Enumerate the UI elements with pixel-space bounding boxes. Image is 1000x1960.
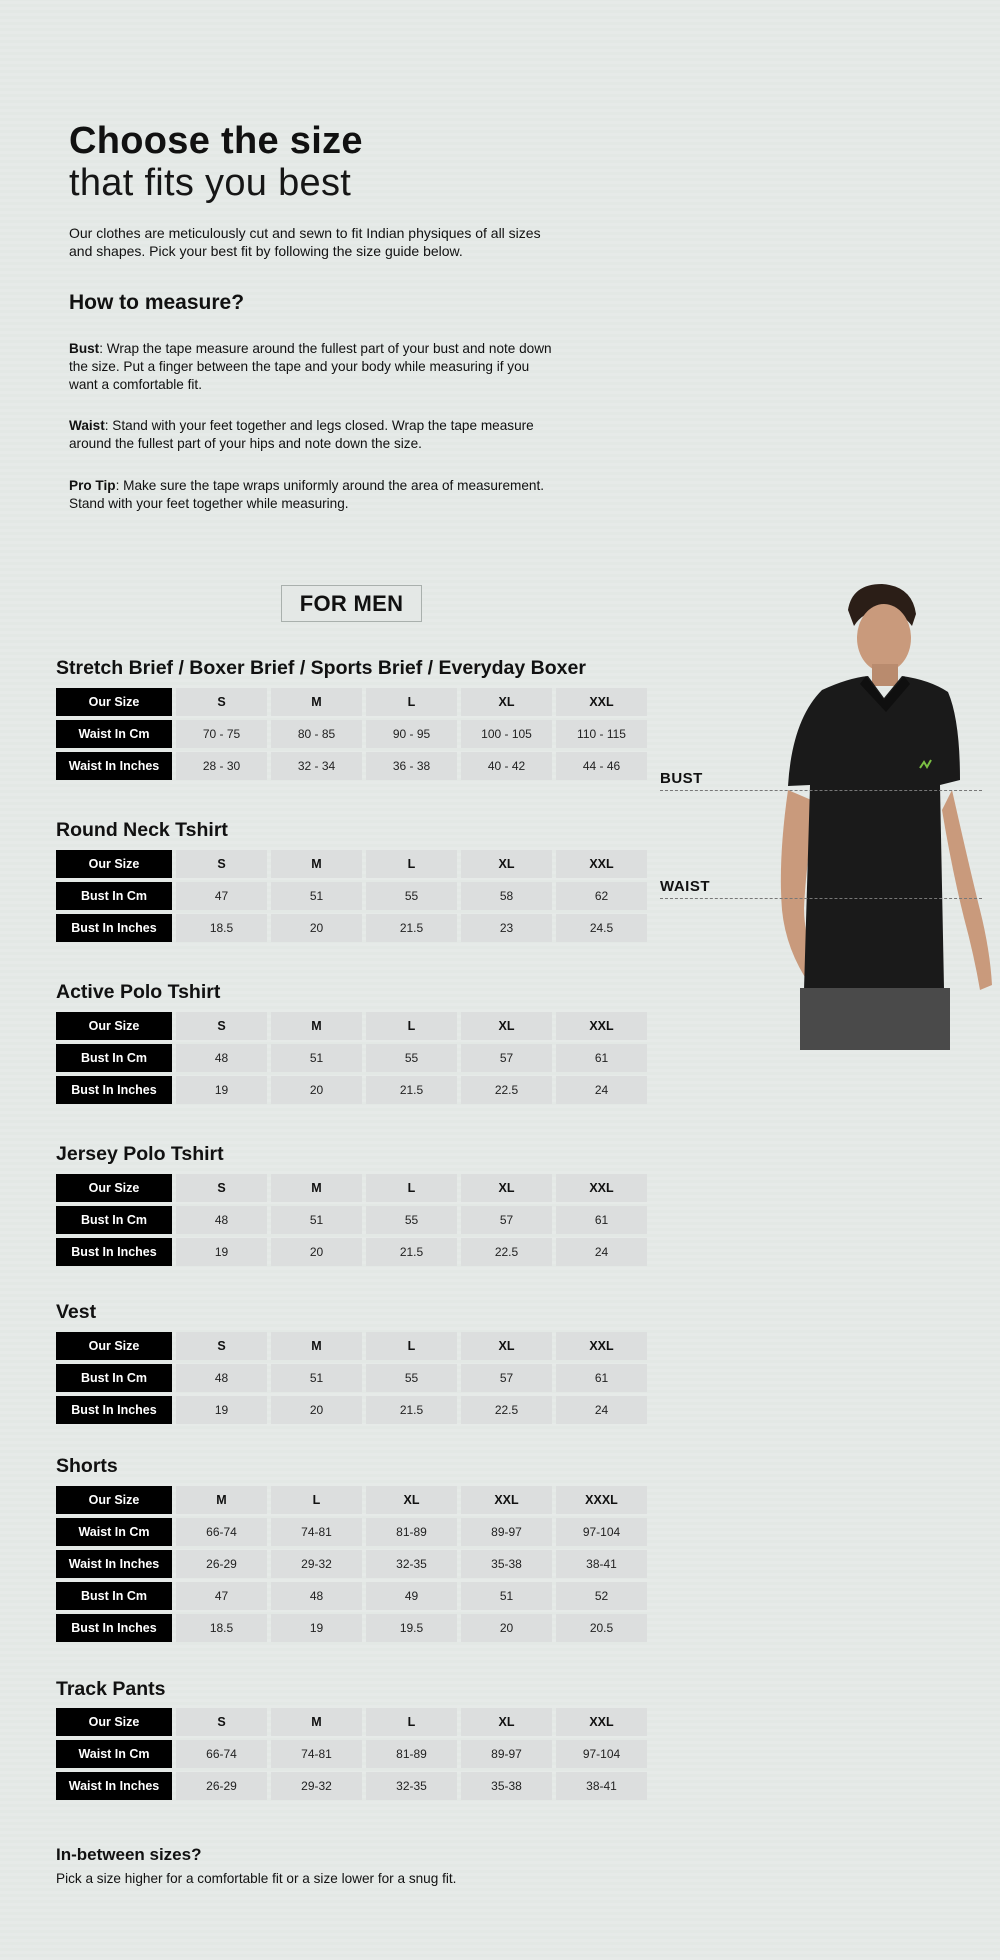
table-row [56, 1396, 647, 1424]
measurement-cell: 21.5 [366, 914, 457, 942]
size-header-cell: L [366, 1174, 457, 1202]
size-table [52, 846, 651, 946]
model-face [857, 604, 911, 672]
row-header-cell: Waist In Cm [56, 1518, 172, 1546]
measurement-cell: 62 [556, 882, 647, 910]
measurement-cell: 35-38 [461, 1550, 552, 1578]
measurement-cell: 19 [176, 1396, 267, 1424]
size-table [52, 1482, 651, 1646]
measurement-cell: 51 [271, 1206, 362, 1234]
size-header-cell: M [176, 1486, 267, 1514]
row-header-cell: Our Size [56, 1708, 172, 1736]
measurement-cell: 21.5 [366, 1238, 457, 1266]
table-row [56, 720, 647, 748]
measurement-cell: 32-35 [366, 1550, 457, 1578]
measurement-cell: 49 [366, 1582, 457, 1610]
size-table [52, 684, 651, 784]
size-table-title: Track Pants [56, 1678, 166, 1700]
measurement-cell: 90 - 95 [366, 720, 457, 748]
measurement-cell: 51 [271, 882, 362, 910]
measurement-cell: 21.5 [366, 1076, 457, 1104]
size-table [52, 1328, 651, 1428]
model-right-arm [942, 790, 992, 990]
measurement-cell: 55 [366, 1206, 457, 1234]
measurement-cell: 55 [366, 882, 457, 910]
size-header-cell: L [366, 1708, 457, 1736]
model-neck [872, 664, 898, 686]
waist-line-label: WAIST [660, 878, 710, 895]
model-shirt [788, 676, 960, 990]
in-between-sizes-text: Pick a size higher for a comfortable fit or a size lower for a snug fit. [56, 1871, 457, 1886]
measurement-cell: 81-89 [366, 1740, 457, 1768]
size-header-cell: L [366, 1012, 457, 1040]
measurement-cell: 58 [461, 882, 552, 910]
size-header-cell: S [176, 1174, 267, 1202]
size-header-cell: XL [461, 1708, 552, 1736]
measurement-cell: 20 [271, 1076, 362, 1104]
size-header-cell: L [366, 688, 457, 716]
table-row [56, 1238, 647, 1266]
measurement-cell: 61 [556, 1044, 647, 1072]
size-header-cell: XL [366, 1486, 457, 1514]
table-row [56, 1044, 647, 1072]
measurement-cell: 97-104 [556, 1518, 647, 1546]
measurement-cell: 51 [271, 1044, 362, 1072]
measurement-cell: 55 [366, 1044, 457, 1072]
table-row [56, 1076, 647, 1104]
measurement-cell: 29-32 [271, 1550, 362, 1578]
row-header-cell: Bust In Inches [56, 1396, 172, 1424]
row-header-cell: Waist In Inches [56, 1550, 172, 1578]
size-header-cell: XXL [461, 1486, 552, 1514]
measurement-cell: 20 [461, 1614, 552, 1642]
measurement-cell: 24 [556, 1076, 647, 1104]
measurement-cell: 26-29 [176, 1550, 267, 1578]
measurement-cell: 32-35 [366, 1772, 457, 1800]
measurement-cell: 52 [556, 1582, 647, 1610]
size-table-header-row [56, 850, 647, 878]
size-header-cell: XXXL [556, 1486, 647, 1514]
measurement-cell: 57 [461, 1044, 552, 1072]
waist-instructions-label: Waist [69, 418, 105, 433]
row-header-cell: Our Size [56, 1012, 172, 1040]
pro-tip-text: : Make sure the tape wraps uniformly around the area of measurement. Stand with your feet together while measuring. [69, 478, 545, 511]
size-header-cell: XXL [556, 850, 647, 878]
table-row [56, 1550, 647, 1578]
size-header-cell: S [176, 1012, 267, 1040]
table-row [56, 882, 647, 910]
measurement-cell: 19.5 [366, 1614, 457, 1642]
waist-instructions [69, 417, 559, 453]
size-header-cell: XL [461, 1332, 552, 1360]
size-header-cell: S [176, 1708, 267, 1736]
row-header-cell: Bust In Cm [56, 1206, 172, 1234]
row-header-cell: Waist In Cm [56, 720, 172, 748]
row-header-cell: Bust In Inches [56, 914, 172, 942]
size-header-cell: L [366, 850, 457, 878]
row-header-cell: Bust In Inches [56, 1238, 172, 1266]
size-header-cell: L [366, 1332, 457, 1360]
size-header-cell: XL [461, 688, 552, 716]
table-row [56, 1518, 647, 1546]
model-pants [800, 988, 950, 1050]
size-header-cell: M [271, 1174, 362, 1202]
measurement-cell: 22.5 [461, 1396, 552, 1424]
measurement-cell: 66-74 [176, 1518, 267, 1546]
measurement-cell: 19 [176, 1076, 267, 1104]
measurement-cell: 61 [556, 1364, 647, 1392]
measurement-cell: 48 [176, 1044, 267, 1072]
size-table [52, 1008, 651, 1108]
measurement-cell: 48 [176, 1364, 267, 1392]
in-between-sizes-heading: In-between sizes? [56, 1845, 202, 1864]
measurement-cell: 89-97 [461, 1518, 552, 1546]
measurement-cell: 23 [461, 914, 552, 942]
size-table-header-row [56, 1708, 647, 1736]
row-header-cell: Bust In Cm [56, 1044, 172, 1072]
size-header-cell: M [271, 1332, 362, 1360]
measurement-cell: 20 [271, 914, 362, 942]
size-table-header-row [56, 1486, 647, 1514]
row-header-cell: Our Size [56, 850, 172, 878]
measurement-cell: 35-38 [461, 1772, 552, 1800]
intro-text: Our clothes are meticulously cut and sewn to fit Indian physiques of all sizes and shapes. Pick your best fit by following the size guide below. [69, 225, 541, 259]
measurement-cell: 38-41 [556, 1772, 647, 1800]
measurement-cell: 57 [461, 1364, 552, 1392]
measurement-cell: 89-97 [461, 1740, 552, 1768]
measurement-cell: 66-74 [176, 1740, 267, 1768]
pro-tip [69, 477, 559, 513]
size-table-title: Stretch Brief / Boxer Brief / Sports Brief / Everyday Boxer [56, 657, 586, 679]
measurement-cell: 40 - 42 [461, 752, 552, 780]
measurement-cell: 51 [461, 1582, 552, 1610]
row-header-cell: Bust In Cm [56, 882, 172, 910]
measurement-cell: 48 [271, 1582, 362, 1610]
measurement-cell: 24 [556, 1396, 647, 1424]
waist-instructions-text: : Stand with your feet together and legs closed. Wrap the tape measure around the fullest part of your hips and note down the size. [69, 418, 534, 451]
measurement-cell: 47 [176, 1582, 267, 1610]
measurement-cell: 24 [556, 1238, 647, 1266]
measurement-cell: 24.5 [556, 914, 647, 942]
row-header-cell: Waist In Inches [56, 752, 172, 780]
measurement-cell: 20 [271, 1238, 362, 1266]
size-table [52, 1704, 651, 1804]
measurement-cell: 97-104 [556, 1740, 647, 1768]
waist-line [660, 898, 982, 899]
size-header-cell: XXL [556, 1174, 647, 1202]
size-table-header-row [56, 1332, 647, 1360]
measurement-cell: 29-32 [271, 1772, 362, 1800]
bust-instructions-label: Bust [69, 341, 100, 356]
table-row [56, 1364, 647, 1392]
table-row [56, 1614, 647, 1642]
measurement-cell: 51 [271, 1364, 362, 1392]
measurement-cell: 100 - 105 [461, 720, 552, 748]
row-header-cell: Waist In Inches [56, 1772, 172, 1800]
measurement-cell: 22.5 [461, 1238, 552, 1266]
size-header-cell: XXL [556, 1012, 647, 1040]
measurement-cell: 70 - 75 [176, 720, 267, 748]
table-row [56, 1772, 647, 1800]
row-header-cell: Our Size [56, 1332, 172, 1360]
page-subtitle: that fits you best [69, 162, 352, 204]
bust-line-label: BUST [660, 770, 703, 787]
size-header-cell: XL [461, 850, 552, 878]
size-table-title: Active Polo Tshirt [56, 981, 221, 1003]
measurement-cell: 74-81 [271, 1740, 362, 1768]
measurement-cell: 19 [271, 1614, 362, 1642]
size-table-title: Round Neck Tshirt [56, 819, 228, 841]
measurement-cell: 48 [176, 1206, 267, 1234]
page-title: Choose the size [69, 120, 363, 162]
table-row [56, 752, 647, 780]
measurement-cell: 18.5 [176, 1614, 267, 1642]
size-table-header-row [56, 688, 647, 716]
pro-tip-label: Pro Tip [69, 478, 116, 493]
measurement-cell: 74-81 [271, 1518, 362, 1546]
measurement-cell: 21.5 [366, 1396, 457, 1424]
measurement-cell: 19 [176, 1238, 267, 1266]
size-header-cell: M [271, 1708, 362, 1736]
measurement-cell: 26-29 [176, 1772, 267, 1800]
measurement-cell: 44 - 46 [556, 752, 647, 780]
bust-instructions-text: : Wrap the tape measure around the fullest part of your bust and note down the size. Put a finger between the tape and your body while measuring if you want a comfortable fit. [69, 341, 552, 392]
size-table-header-row [56, 1174, 647, 1202]
row-header-cell: Bust In Cm [56, 1582, 172, 1610]
for-men-badge: FOR MEN [281, 585, 422, 622]
size-header-cell: M [271, 1012, 362, 1040]
how-to-measure-heading: How to measure? [69, 291, 245, 314]
measurement-cell: 18.5 [176, 914, 267, 942]
size-header-cell: XXL [556, 688, 647, 716]
table-row [56, 1740, 647, 1768]
size-header-cell: XXL [556, 1332, 647, 1360]
measurement-cell: 38-41 [556, 1550, 647, 1578]
size-table [52, 1170, 651, 1270]
size-header-cell: M [271, 850, 362, 878]
measurement-cell: 47 [176, 882, 267, 910]
measurement-cell: 28 - 30 [176, 752, 267, 780]
size-table-title: Jersey Polo Tshirt [56, 1143, 224, 1165]
table-row [56, 1582, 647, 1610]
measurement-cell: 61 [556, 1206, 647, 1234]
table-row [56, 914, 647, 942]
row-header-cell: Bust In Inches [56, 1614, 172, 1642]
size-header-cell: XL [461, 1174, 552, 1202]
measurement-cell: 32 - 34 [271, 752, 362, 780]
size-table-title: Vest [56, 1301, 97, 1323]
measurement-cell: 36 - 38 [366, 752, 457, 780]
measurement-cell: 80 - 85 [271, 720, 362, 748]
bust-line [660, 790, 982, 791]
size-table-title: Shorts [56, 1455, 118, 1477]
measurement-cell: 55 [366, 1364, 457, 1392]
size-header-cell: XL [461, 1012, 552, 1040]
measurement-cell: 57 [461, 1206, 552, 1234]
model-figure [760, 580, 1000, 1050]
bust-instructions [69, 340, 559, 394]
row-header-cell: Bust In Cm [56, 1364, 172, 1392]
measurement-cell: 20.5 [556, 1614, 647, 1642]
table-row [56, 1206, 647, 1234]
size-table-header-row [56, 1012, 647, 1040]
size-header-cell: M [271, 688, 362, 716]
size-header-cell: S [176, 850, 267, 878]
row-header-cell: Our Size [56, 1486, 172, 1514]
measurement-cell: 110 - 115 [556, 720, 647, 748]
size-header-cell: S [176, 688, 267, 716]
row-header-cell: Our Size [56, 688, 172, 716]
row-header-cell: Waist In Cm [56, 1740, 172, 1768]
size-header-cell: L [271, 1486, 362, 1514]
row-header-cell: Bust In Inches [56, 1076, 172, 1104]
size-header-cell: S [176, 1332, 267, 1360]
row-header-cell: Our Size [56, 1174, 172, 1202]
size-header-cell: XXL [556, 1708, 647, 1736]
measurement-cell: 81-89 [366, 1518, 457, 1546]
measurement-cell: 22.5 [461, 1076, 552, 1104]
measurement-cell: 20 [271, 1396, 362, 1424]
